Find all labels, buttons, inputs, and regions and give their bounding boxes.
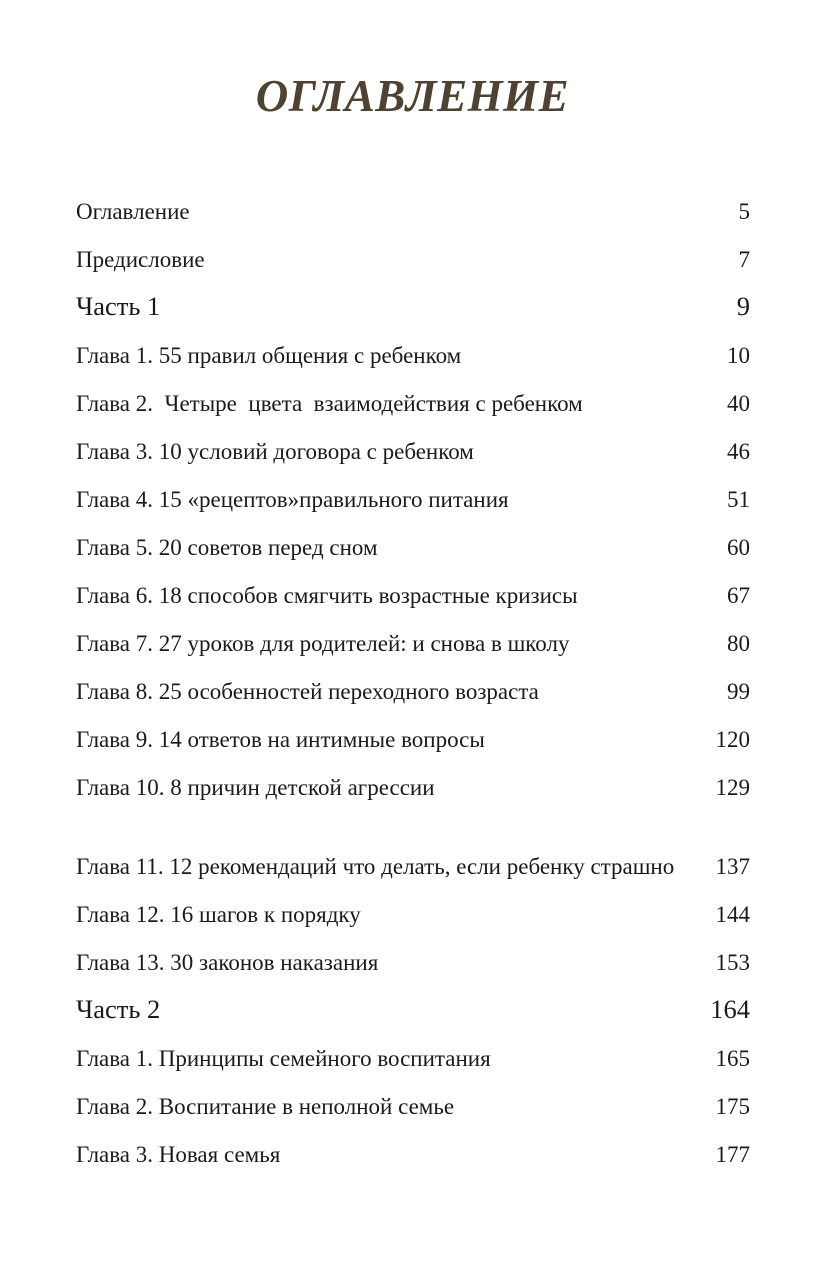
toc-entry[interactable]	[76, 714, 750, 762]
toc-entry[interactable]	[76, 666, 750, 714]
toc-entry[interactable]	[76, 474, 750, 522]
toc-entry-title: Глава 6. 18 способов смягчить возрастные кризисы	[76, 583, 578, 608]
toc-entry-title: Глава 3. 10 условий договора с ребенком	[76, 439, 474, 464]
toc-entry-title: Глава 4. 15 «рецептов»правильного питания	[76, 487, 509, 512]
toc-entry[interactable]	[76, 1129, 750, 1177]
toc-entry[interactable]	[76, 186, 750, 234]
toc-entry-page-number: 46	[727, 439, 750, 464]
toc-entry[interactable]	[76, 282, 750, 330]
toc-entry-title: Глава 8. 25 особенностей переходного возраста	[76, 679, 539, 704]
toc-entry[interactable]	[76, 1081, 750, 1129]
toc-entry-title: Предисловие	[76, 247, 205, 272]
toc-entry[interactable]	[76, 985, 750, 1033]
toc-entry-page-number: 9	[736, 291, 750, 321]
toc-entry-page-number: 144	[715, 902, 750, 927]
toc-entry-page-number: 153	[715, 950, 750, 975]
toc-entry[interactable]	[76, 889, 750, 937]
toc-entry-page-number: 40	[727, 391, 750, 416]
toc-entry-page-number: 165	[715, 1046, 750, 1071]
toc-entry-page-number: 164	[710, 994, 750, 1024]
toc-entry-page-number: 177	[715, 1142, 750, 1167]
page-title: ОГЛАВЛЕНИЕ	[255, 71, 570, 121]
toc-entry[interactable]	[76, 522, 750, 570]
toc-entry[interactable]	[76, 330, 750, 378]
toc-entry[interactable]	[76, 762, 750, 810]
toc-entry-page-number: 7	[738, 247, 750, 272]
toc-entry-list	[76, 186, 750, 1177]
toc-entry-page-number: 129	[715, 775, 750, 800]
toc-entry-title: Глава 3. Новая семья	[76, 1142, 281, 1167]
toc-entry[interactable]	[76, 234, 750, 282]
toc-entry-title: Глава 12. 16 шагов к порядку	[76, 902, 361, 927]
toc-entry-title: Глава 1. 55 правил общения с ребенком	[76, 343, 462, 368]
toc-entry[interactable]	[76, 810, 750, 889]
toc-entry-title: Оглавление	[76, 199, 190, 224]
toc-entry-page-number: 120	[715, 727, 750, 752]
toc-entry-title: Глава 2. Четыре цвета взаимодействия с ребенком	[76, 391, 583, 416]
toc-entry-page-number: 99	[727, 679, 750, 704]
toc-entry-page-number: 51	[727, 487, 750, 512]
toc-entry-page-number: 137	[715, 854, 750, 879]
toc-entry-page-number: 80	[727, 631, 750, 656]
toc-entry-page-number: 175	[715, 1094, 750, 1119]
toc-entry-page-number: 60	[727, 535, 750, 560]
toc-entry-title: Глава 1. Принципы семейного воспитания	[76, 1046, 491, 1071]
toc-entry-title: Глава 13. 30 законов наказания	[76, 950, 379, 975]
toc-entry-title: Глава 7. 27 уроков для родителей: и снова в школу	[76, 631, 570, 656]
toc-entry-title: Глава 9. 14 ответов на интимные вопросы	[76, 727, 485, 752]
toc-entry-page-number: 67	[727, 583, 750, 608]
toc-entry-title: Часть 1	[76, 291, 161, 321]
toc-entry[interactable]	[76, 570, 750, 618]
toc-entry[interactable]	[76, 618, 750, 666]
toc-entry-title: Глава 5. 20 советов перед сном	[76, 535, 378, 560]
toc-entry-title: Глава 2. Воспитание в неполной семье	[76, 1094, 455, 1119]
toc-entry-title: Глава 11. 12 рекомендаций что делать, если ребенку страшно	[76, 854, 675, 879]
toc-entry[interactable]	[76, 1033, 750, 1081]
toc-entry-page-number: 10	[727, 343, 750, 368]
toc-entry-title: Глава 10. 8 причин детской агрессии	[76, 775, 435, 800]
toc-entry[interactable]	[76, 426, 750, 474]
toc-entry-page-number: 5	[738, 199, 750, 224]
toc-entry[interactable]	[76, 378, 750, 426]
toc-entry[interactable]	[76, 937, 750, 985]
toc-entry-title: Часть 2	[76, 994, 161, 1024]
